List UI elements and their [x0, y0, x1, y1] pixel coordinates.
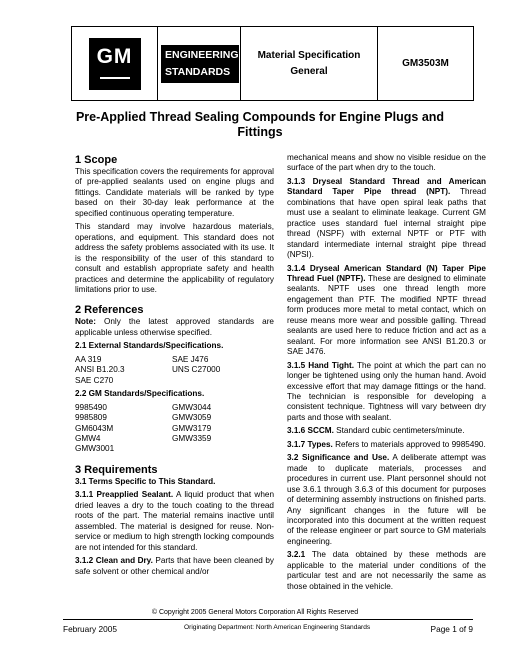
footer-divider: [63, 619, 473, 620]
section-text: A deliberate attempt was made to duplicate materials, processes and procedures in current use. Plant personnel should not use 3.6.1 through 3.6.3 of this document for purposes of determining assembly instructions on finished parts. Any significant changes in the future will be incorporated into this document at the written request of the release engineer or part source to GM materials engineering.: [287, 453, 486, 546]
standard-item: 9985490: [75, 402, 107, 412]
section-label: 3.1.4 Dryseal American Standard (N) Taper Pipe Thread Fuel (NPTF).: [287, 263, 486, 283]
gm-standards-heading: 2.2 GM Standards/Specifications.: [75, 389, 205, 399]
standard-item: GMW3359: [172, 433, 212, 443]
section-text: A liquid product that when dried leaves a dry to the touch coating to the thread roots of the part. The material remains inactive until assembled. The material is designed for reuse. Non-service or medium to high strength locking compounds are not intended for this standard.: [75, 490, 274, 552]
section-text: These are designed to eliminate sealants. NPTF uses one thread length more engagement than PTF. The modified NPTF thread form produces more metal to metal contact, which on reuse means more wear and possible galling. Thread sealants are used here to reduce friction and act as a sealant. For more information see ANSI B1.20.3 or SAE J476.: [287, 273, 486, 357]
requirements-heading: 3 Requirements: [75, 463, 158, 476]
section-3-1-4: [287, 264, 486, 358]
section-label: 3.1.3 Dryseal Standard Thread and American Standard Taper Pipe thread (NPT).: [287, 176, 486, 197]
document-header: [71, 26, 474, 101]
spec-line-2: General: [290, 65, 328, 77]
section-3-1-6: [287, 426, 486, 436]
section-label: 3.2.1: [287, 550, 306, 560]
section-text: The data obtained by these methods are applicable to the material under conditions of the particular test and are not necessarily the same as those obtained in the vehicle.: [287, 550, 486, 591]
standard-item: GMW3001: [75, 444, 115, 454]
note-label: Note:: [75, 317, 96, 327]
external-standards-heading: 2.1 External Standards/Specifications.: [75, 341, 224, 351]
standard-item: GMW3044: [172, 402, 212, 412]
section-text: Refers to materials approved to 9985490.: [332, 439, 486, 449]
standard-item: SAE J476: [172, 354, 209, 364]
section-3-1-7: [287, 440, 486, 450]
section-3-1-1: [75, 490, 274, 553]
eng-line-2: STANDARDS: [165, 65, 231, 78]
engineering-standards-cell: [158, 27, 240, 100]
standard-item: 9985809: [75, 413, 107, 423]
standard-item: AA 319: [75, 354, 102, 364]
standard-item: GMW3059: [172, 413, 212, 423]
section-3-1-3: [287, 177, 486, 261]
section-label: 3.1.1 Preapplied Sealant.: [75, 490, 174, 500]
section-text: Thread combinations that have open spiral leak paths that must use a sealant to eliminate leakage. Current GM practice uses standard fuel internal straight pipe thread (NSPF) with external NPTF or PTF with standard intermediate internal straight pipe thread (NPSI).: [287, 187, 486, 260]
section-text: The point at which the part can no longer be tightened using only the human hand. Avoid excessive effort that may damage fittings or the hand. The technician is responsible for developing a consistent technique. Tightness will vary between dry parts and those with sealant.: [287, 360, 486, 422]
logo-cell: [72, 27, 158, 100]
section-label: 3.1.2 Clean and Dry.: [75, 556, 153, 566]
engineering-standards-badge: [161, 45, 239, 83]
standard-item: ANSI B1.20.3: [75, 365, 125, 375]
standard-item: GM6043M: [75, 423, 114, 433]
gm-logo: [89, 38, 141, 90]
section-label: 3.1.7 Types.: [287, 439, 333, 449]
spec-type-cell: [240, 27, 378, 100]
footer-page-number: Page 1 of 9: [430, 624, 473, 634]
external-standards-list: [75, 355, 274, 386]
section-text: Parts that have been cleaned by safe solvent or other chemical and/or: [75, 556, 274, 576]
gm-standards-list: [75, 403, 274, 455]
section-3-1-2: [75, 556, 274, 577]
gm-logo-underline: [100, 77, 130, 79]
standard-item: SAE C270: [75, 375, 114, 385]
references-heading: 2 References: [75, 304, 144, 317]
section-3-1-2-continued: mechanical means and show no visible residue on the surface of the part when dry to the touch.: [287, 153, 486, 173]
note-text: Only the latest approved standards are applicable unless otherwise specified.: [75, 317, 274, 337]
document-title: Pre-Applied Thread Sealing Compounds for Engine Plugs and Fittings: [75, 110, 445, 139]
standard-item: [172, 376, 274, 386]
terms-heading: 3.1 Terms Specific to This Standard.: [75, 476, 216, 486]
section-3-2: [287, 453, 486, 547]
copyright-notice: © Copyright 2005 General Motors Corporation All Rights Reserved: [151, 609, 359, 616]
footer-date: February 2005: [63, 624, 117, 634]
section-label: 3.1.5 Hand Tight.: [287, 360, 354, 370]
standard-item: UNS C27000: [172, 365, 221, 375]
section-3-2-1: [287, 550, 486, 592]
doc-number-cell: [378, 27, 473, 100]
scope-paragraph-1: This specification covers the requirements for approval of pre-applied sealants used on engine plugs and fittings. Candidate materials will be ranked by type based on their 30-day leak performance at the specified continuous operating temperature.: [75, 167, 274, 218]
section-label: 3.1.6 SCCM.: [287, 426, 334, 436]
spec-line-1: Material Specification: [257, 49, 361, 61]
gm-logo-text: GM: [96, 44, 133, 68]
section-text: Standard cubic centimeters/minute.: [333, 426, 465, 436]
left-column: [75, 153, 274, 577]
footer-department: Originating Department: North American Engineering Standards: [184, 624, 371, 631]
section-3-1-5: [287, 361, 486, 424]
section-label: 3.2 Significance and Use.: [287, 453, 390, 463]
standard-item: GMW3179: [172, 423, 212, 433]
doc-number: GM3503M: [402, 58, 449, 69]
scope-heading: 1 Scope: [75, 154, 118, 166]
standard-item: [172, 444, 274, 454]
eng-line-1: ENGINEERING: [165, 48, 239, 61]
standard-item: GMW4: [75, 433, 101, 443]
right-column: [287, 153, 486, 592]
scope-paragraph-2: This standard may involve hazardous materials, operations, and equipment. This standard does not address the safety problems associated with its use. It is the responsibility of the user of this standard to consult and establish appropriate safety and health practices and determine the applicability of regulatory limitations prior to use.: [75, 222, 274, 294]
references-note: [75, 317, 274, 338]
